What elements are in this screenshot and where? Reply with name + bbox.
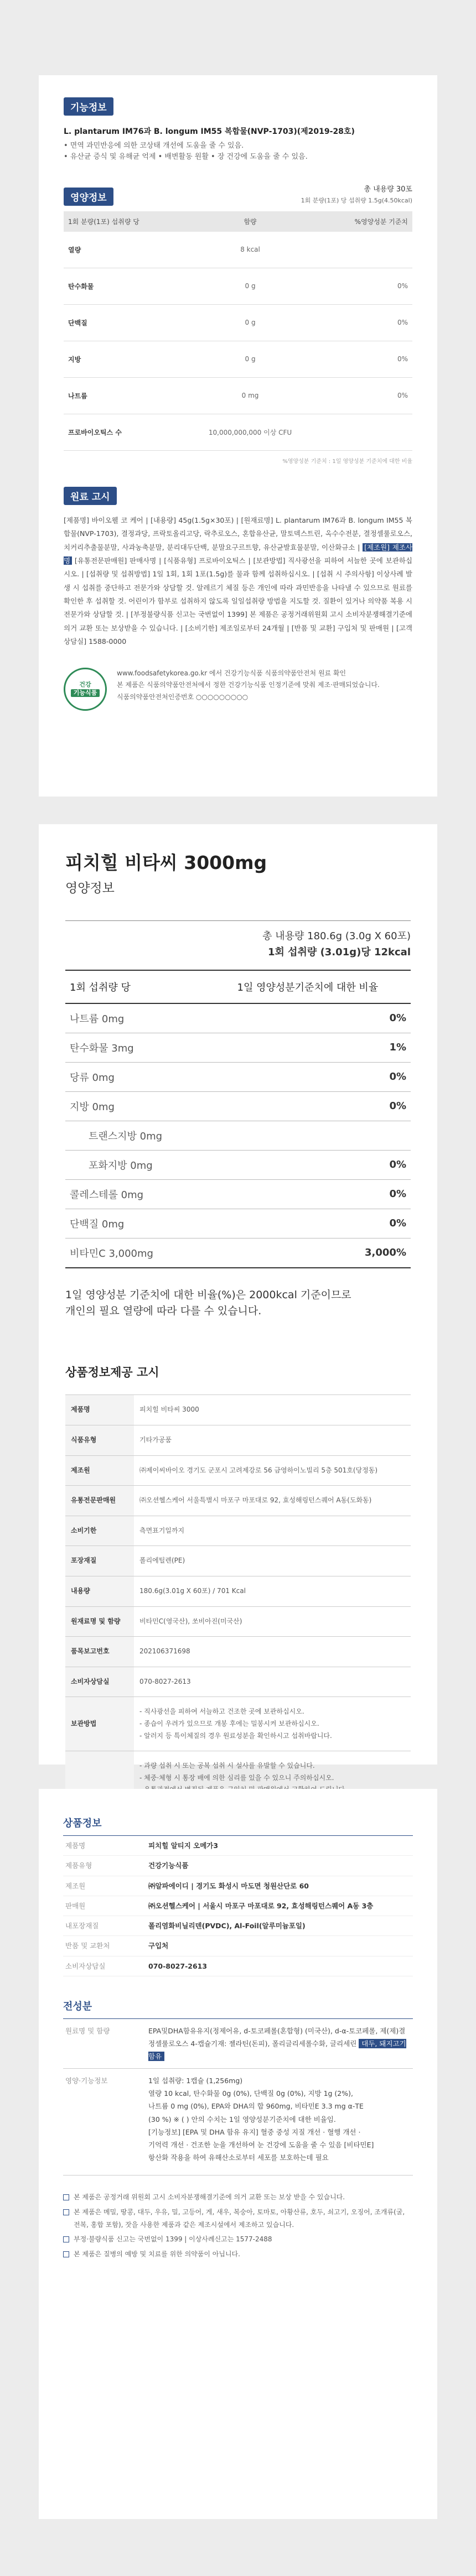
strain-name: L. plantarum IM76과 B. longum IM55 복합물(NVP-1703)(제2019-28호) [64,127,355,136]
note-text: 본 제품은 공정거래 위원회 고시 소비자분쟁해결기준에 의거 교환 또는 보상 받을 수 있습니다. [74,2193,345,2201]
nutrient-name: 지방 [64,341,193,377]
divider [65,920,411,921]
serving-per: 1회 섭취량 (3.01g)당 12kcal [267,946,411,958]
table-row [64,341,412,377]
table-row [63,1896,413,1916]
nutrient-amount: 0 mg [193,377,308,414]
row-value: 측면표기일까지 [139,1526,185,1534]
nutrient-percent: 0% [205,1091,411,1121]
nutrient-name: 프로바이오틱스 수 [64,414,193,450]
nutrient-name: 단백질 [64,304,193,341]
notice-paragraph [64,514,412,649]
row-label: 판매원 [63,1896,146,1916]
serving-total: 총 내용량 30포 [364,185,412,194]
table-row [65,1062,411,1091]
nutrition-section [64,184,412,464]
product-info-table [63,1836,413,1976]
notice-highlight: [제조원] 제조사명 [64,543,412,565]
row-value: 070-8027-2613 [146,1956,413,1976]
ingredients-table [63,2019,413,2169]
section-heading: 전성분 [63,2000,92,2012]
function-line: 기억력 개선 · 건조한 눈을 개선하여 눈 건강에 도움을 줄 수 있음 [비타민E] [148,2140,374,2149]
row-value: 피치힐 알티지 오메가3 [146,1836,413,1856]
serving-summary [65,929,411,961]
product-title: 피치힐 비타씨 3000mg [65,852,267,873]
note-line: 1일 영양성분 기준치에 대한 비율(%)은 2000kcal 기준이므로 [65,1288,351,1301]
row-value: - 직사광선을 피하여 서늘하고 건조한 곳에 보관하십시오. - 종습이 우려가 있으므로 개봉 후에는 밀봉시켜 보관하십시오. - 알러지 등 특이체질의 경우 원료성분을 확인하시고 섭취바랍니다. [139,1708,332,1740]
row-label: 내용량 [65,1576,134,1607]
nutrient-percent [308,232,412,268]
function-line: 나트륨 0 mg (0%), EPA와 DHA의 합 960mg, 비타민E 3.3 mg α-TE [148,2102,364,2111]
note-line: 개인의 필요 열량에 따라 다를 수 있습니다. [65,1305,262,1318]
nutrient-percent: 0% [308,341,412,377]
table-row [63,1856,413,1876]
table-row [65,1455,411,1486]
nutrient-name: 콜레스테롤 0mg [65,1179,205,1209]
nutrient-amount: 10,000,000,000 이상 CFU [193,414,308,450]
nutrient-name: 당류 0mg [65,1062,205,1091]
nutrient-name: 나트륨 0mg [65,1003,205,1033]
section-heading: 상품정보 [63,1818,102,1829]
column-header: 1일 영양성분기준치에 대한 비율 [205,970,411,1003]
list-item [63,2248,413,2261]
nutrient-percent: 0% [205,1150,411,1179]
nutrient-percent: 0% [205,1209,411,1238]
table-row [65,1516,411,1546]
table-row [65,1033,411,1062]
nutrient-name: 포화지방 0mg [65,1150,205,1179]
row-value: - 과량 섭취 시 또는 공복 섭취 시 설사를 유발할 수 있습니다. - 체중·체형 시 통장 배에 의한 심리를 있을 수 있으니 주의하십시오. [139,1762,334,1782]
table-note: %영양성분 기준치 : 1일 영양성분 기준치에 대한 비율 [282,458,412,465]
row-value: 202106371698 [139,1647,190,1656]
serving-total: 총 내용량 180.6g (3.0g X 60포) [262,930,411,942]
checkbox-icon [63,2236,69,2242]
row-value [146,2069,413,2169]
row-label: 제조원 [63,1876,146,1896]
nutrient-percent: 0% [205,1003,411,1033]
column-header: %영양성분 기준치 [308,211,412,232]
nutrient-amount: 0 g [193,341,308,377]
nutrient-name: 지방 0mg [65,1091,205,1121]
nutrient-percent [205,1121,411,1150]
table-row [65,1150,411,1179]
function-line: [기능정보] [EPA 및 DHA 함유 유지] 혈중 중성 지질 개선 · 혈행 개선 · [148,2127,361,2136]
nutrient-percent: 0% [205,1179,411,1209]
nutrient-name: 단백질 0mg [65,1209,205,1238]
table-row [63,1836,413,1856]
table-row [65,1546,411,1576]
notes-list [63,2191,413,2261]
row-label: 보관방법 [65,1697,134,1751]
ingredients-text: EPA및DHA함유유지(정제어유, d-토코페롤(혼합형) (미국산), d-α-토코페롤, 제(제)결정셀룰로오스 4-캡슐기재: 젤라틴(돈피), 폴리글리세롤수화, 글리세린 [148,2026,406,2048]
row-label: 유통전문판매원 [65,1486,134,1516]
row-label: 소비자상담실 [63,1956,146,1976]
table-row [65,1209,411,1238]
table-row [65,1425,411,1456]
nutrient-percent [308,414,412,450]
nutrient-name: 탄수화물 [64,268,193,304]
badge-text: 기능식품 [71,689,100,697]
list-item [63,2206,413,2231]
badge-text: 건강 [79,681,91,689]
notice-pill: 원료 고시 [64,487,117,505]
nutrient-name: 비타민C 3,000mg [65,1238,205,1268]
row-value: 070-8027-2613 [139,1677,191,1685]
table-row [64,414,412,450]
row-value: 건강기능식품 [146,1856,413,1876]
note-text: 부정·불량식품 신고는 국번없이 1399 | 이상사례신고는 1577-2488 [74,2235,272,2244]
row-value: 180.6g(3.01g X 60포) / 701 Kcal [139,1587,246,1595]
row-label: 포장재질 [65,1546,134,1576]
nutrient-amount: 8 kcal [193,232,308,268]
row-label: 내포장재질 [63,1916,146,1936]
notice-text: [제품명] 바이오웰 코 케어 | [내용량] 45g(1.5g×30포) | [원재료명] L. plantarum IM76과 B. longum IM55 복합물(NVP-1703), 결정과당, 프락토올리고당, 락추로오스, 혼합유산균, 말토덱스트린, 옥수수전분, 결정셀룰로오스, 치커리추출물분말, 사과농축분말, 분리대두단백, 분말요구르트향, 유산균발효물분말, 이산화규소 | [64,516,412,551]
row-value: 기타가공품 [139,1436,172,1444]
row-value: 폴리염화비닐리덴(PVDC), Al-Foil(알루미늄포일) [146,1916,413,1936]
nutrition-subtitle: 영양정보 [65,881,115,896]
certification-line: 본 제품은 식품의약품안전처에서 정한 건강기능식품 인정기준에 맞춰 제조·판매되었습니다. [117,681,380,689]
function-line: 항산화 작용을 하여 유해산소로부터 세포를 보호하는데 필요 [148,2153,329,2162]
row-label: 제품명 [63,1836,146,1856]
table-row [65,1238,411,1268]
row-value [146,2019,413,2069]
function-line: (30 %) ※ ( ) 안의 수치는 1일 영양성분기준치에 대한 비율임. [148,2115,336,2124]
nutrition-table [64,211,412,451]
divider [63,2175,413,2176]
health-food-badge-icon [64,668,107,711]
checkbox-icon [63,2251,69,2257]
note-text: 본 제품은 메밀, 땅콩, 대두, 우유, 밀, 고등어, 게, 새우, 복숭아, 토마토, 아황산류, 호두, 쇠고기, 오징어, 조개류(굴, 전복, 홍합 포함), 잣을 사용한 제품과 같은 제조시설에서 제조하고 있습니다. [74,2208,405,2229]
function-info-pill: 기능정보 [64,97,113,116]
notice-text: [유통전문판매원] 판매사명 | [식품유형] 프로바이오틱스 | [보관방법] 직사광선을 피하여 서늘한 곳에 보관하십시오. | [섭취량 및 섭취방법] 1일 1회, 1회 1포(1.5g)를 물과 함께 섭취하십시오. | [섭취 시 주의사항] 이상사례 발생 시 섭취를 중단하고 전문가와 상담할 것. 알레르기 체질 등은 개인에 따라 과민반응을 나타낼 수 있으므로 원료를 확인한 후 섭취할 것. 어린이가 함부로 섭취하지 않도록 일일섭취량 방법을 지도할 것. 질환이 있거나 의약품 복용 시 전문가와 상담할 것. | [부정불량식품 신고는 국번없이 1399] 본 제품은 공정거래위원회 고시 소비자분쟁해결기준에 의거 교환 또는 보상받을 수 있습니다. | [소비기한] 제조일로부터 24개월 | [반품 및 교환] 구입처 및 판매원 | [고객상담실] 1588-0000 [64,556,412,646]
function-bullet: • 면역 과민반응에 의한 코상태 개선에 도움을 줄 수 있음. [64,142,244,150]
certification-line: 식품의약품안전처인증번호 ○○○○○○○○○ [117,693,249,701]
row-value: ㈜제이씨바이오 경기도 군포시 고려제강로 56 금영하이노빌리 5층 501호(당정동) [139,1466,378,1474]
table-row [65,1395,411,1425]
health-info-card [39,75,437,797]
table-row [63,1876,413,1896]
notice-section [64,487,412,649]
table-row [65,1091,411,1121]
serving-info: 1회 분량(1포) 당 섭취량 1.5g(4.50kcal) [301,197,412,205]
table-row [65,1697,411,1751]
function-line: 열량 10 kcal, 탄수화물 0g (0%), 단백질 0g (0%), 지방 1g (2%), [148,2089,353,2098]
row-value: 구입처 [146,1936,413,1956]
table-row [64,268,412,304]
row-label: 제품명 [65,1395,134,1425]
row-label: 제조원 [65,1455,134,1486]
row-label: 영양·기능정보 [65,2077,108,2085]
table-row [65,1121,411,1150]
row-value: ㈜오션헬스케어 | 서울시 마포구 마포대로 92, 효성해링턴스퀘어 A동 3층 [146,1896,413,1916]
certification-line: www.foodsafetykorea.go.kr 에서 건강기능식품 식품의약품안전처 원료 확인 [117,669,346,677]
row-label: 품목보고번호 [65,1637,134,1667]
column-header: 1회 분량(1포) 섭취량 당 [64,211,193,232]
row-value: 비타민C(영국산), 쏘비아진(미국산) [139,1617,242,1625]
table-row [64,304,412,341]
row-label: 소비자상담실 [65,1667,134,1697]
allergen-highlight: 대두, 돼지고기 함유 [148,2039,406,2060]
nutrient-amount: 0 g [193,304,308,341]
table-row [65,1486,411,1516]
row-value: 피치힐 비타씨 3000 [139,1406,199,1414]
nutrition-info-pill: 영양정보 [64,188,113,206]
table-row [63,1936,413,1956]
row-label: 반품 및 교환처 [63,1936,146,1956]
function-line: 1일 섭취량: 1캡슐 (1,256mg) [148,2077,243,2085]
table-row [65,1667,411,1697]
checkbox-icon [63,2209,69,2215]
nutrient-percent: 1% [205,1033,411,1062]
nutrient-name: 탄수화물 3mg [65,1033,205,1062]
table-row [63,1916,413,1936]
table-row [65,1003,411,1033]
column-header: 1회 섭취량 당 [65,970,205,1003]
note-text: 본 제품은 질병의 예방 및 치료를 위한 의약품이 아닙니다. [74,2250,240,2258]
table-row [65,1637,411,1667]
nutrient-name: 열량 [64,232,193,268]
row-label: 소비기한 [65,1516,134,1546]
omega3-card [39,1789,437,2519]
notice-title: 상품정보제공 고시 [65,1366,159,1380]
checkbox-icon [63,2194,69,2200]
row-label: 제품유형 [63,1856,146,1876]
row-value: 폴리에틸렌(PE) [139,1557,185,1565]
nutrient-percent: 0% [308,304,412,341]
row-value: ㈜알파에이디 | 경기도 화성시 마도면 청원산단로 60 [146,1876,413,1896]
nutrient-percent: 0% [205,1062,411,1091]
table-row [63,1956,413,1976]
function-bullet: • 유산균 증식 및 유해균 억제 • 배변활동 원활 • 장 건강에 도움을 줄 수 있음. [64,153,308,162]
table-row [65,1576,411,1607]
nutrient-amount: 0 g [193,268,308,304]
table-row [63,2019,413,2069]
nutrient-percent: 0% [308,268,412,304]
nutrient-percent: 3,000% [205,1238,411,1268]
list-item [63,2233,413,2246]
nutrient-name: 트랜스지방 0mg [65,1121,205,1150]
daily-value-note [65,1287,411,1320]
table-row [65,1179,411,1209]
nutrition-table [65,970,411,1268]
nutrient-name: 나트륨 [64,377,193,414]
column-header: 함량 [193,211,308,232]
ingredients-section [63,1999,413,2176]
row-value: ㈜오션헬스케어 서울특별시 마포구 마포대로 92, 효성해링턴스퀘어 A동(도화동) [139,1496,372,1505]
table-row [64,232,412,268]
row-label: 원재료명 및 함량 [65,1606,134,1637]
nutrient-percent: 0% [308,377,412,414]
certification-footer [64,668,412,711]
serving-summary [301,184,412,205]
row-label: 원료명 및 함량 [65,2026,110,2035]
row-label: 식품유형 [65,1425,134,1456]
table-row [65,1606,411,1637]
vitamin-c-card [39,824,437,1782]
list-item [63,2191,413,2204]
certification-text [117,668,380,704]
table-row [63,2069,413,2169]
table-row [64,377,412,414]
